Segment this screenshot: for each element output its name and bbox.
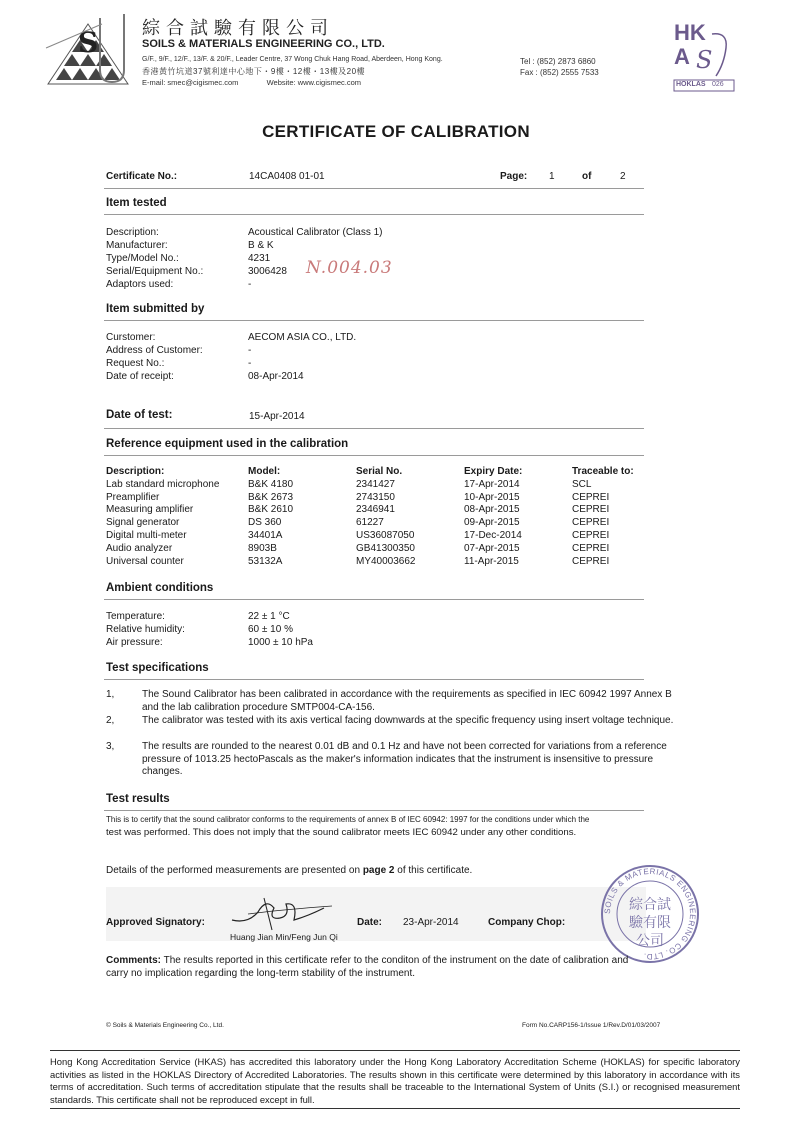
table-cell: B&K 2673 [248,491,294,503]
company-contact [142,78,361,87]
item-row [106,278,383,291]
table-cell: 11-Apr-2015 [464,555,519,567]
table-cell: CEPREI [572,529,610,541]
stamp-ring-text: SOILS & MATERIALS ENGINEERING CO. LTD. [602,866,698,962]
comments-text-2: carry no implication regarding the long-term stability of the instrument. [106,968,416,979]
submitted-row [106,357,356,370]
ambient-list [106,610,313,649]
item-key: Manufacturer: [106,240,168,251]
table-cell: 08-Apr-2015 [464,504,520,516]
item-key: Description: [106,227,159,238]
date-label: Date: [357,917,383,928]
divider [104,214,644,215]
table-cell: 17-Apr-2014 [464,478,520,490]
table-header-row [106,466,652,479]
company-email: E-mail: smec@cigismec.com [142,78,239,87]
ambient-key: Air pressure: [106,637,163,648]
company-address-chinese: 香港黃竹坑道37號利達中心地下・9樓・12樓・13樓及20樓 [142,67,366,76]
date-of-test-label: Date of test: [106,409,173,421]
spec-line: changes. [142,766,183,777]
item-row [106,239,383,252]
column-header: Description: [106,466,165,477]
table-cell: 17-Dec-2014 [464,529,522,541]
spec-item [106,741,702,779]
company-website: Website: www.cigismec.com [266,78,362,87]
divider [104,320,644,321]
table-row [106,530,652,543]
divider [104,428,644,429]
svg-text:S: S [78,26,99,59]
item-key: Serial/Equipment No.: [106,266,204,277]
table-cell: 09-Apr-2015 [464,517,520,529]
hkas-code: 026 [712,81,724,88]
specifications-heading: Test specifications [106,662,209,674]
table-cell: GB41300350 [356,542,415,554]
ambient-key: Relative humidity: [106,624,185,635]
submitted-value: - [248,358,252,369]
ambient-row [106,623,313,636]
table-cell: MY40003662 [356,555,416,567]
table-cell: SCL [572,478,592,490]
spec-line: and the lab calibration procedure SMTP004-CA-156. [142,701,375,713]
ambient-heading: Ambient conditions [106,582,214,594]
table-cell: CEPREI [572,504,610,516]
table-cell: 2341427 [356,478,395,490]
table-cell: 8903B [248,542,277,554]
table-row [106,556,652,569]
spec-line: The calibrator was tested with its axis vertical facing downwards at the specific frequency using insert voltage technique. [142,715,674,726]
item-value: Acoustical Calibrator (Class 1) [248,227,383,238]
submitted-key: Address of Customer: [106,345,203,356]
certificate-no-value: 14CA0408 01-01 [249,171,325,182]
submitted-key: Date of receipt: [106,371,174,382]
table-cell: US36087050 [356,529,415,541]
page-of-label: of [582,171,592,182]
ambient-value: 1000 ± 10 hPa [248,637,313,648]
results-line: This is to certify that the sound calibrator conforms to the requirements of annex B of IEC 60942: 1997 for the conditions under which the [106,815,590,824]
table-cell: 2346941 [356,504,395,516]
stamp-inner-text: 綜合試驗有限公司 [629,897,671,949]
spec-line: The results are rounded to the nearest 0.01 dB and 0.1 Hz and have not been corrected for variations from a reference [142,741,667,752]
item-value: B & K [248,240,274,251]
reference-heading: Reference equipment used in the calibration [106,438,349,450]
comments-line [106,955,628,966]
submitted-value: AECOM ASIA CO., LTD. [248,332,357,343]
table-cell: CEPREI [572,542,610,554]
item-key: Adaptors used: [106,279,174,290]
table-cell: Digital multi-meter [106,529,187,541]
table-cell: 34401A [248,529,283,541]
item-submitted-list [106,331,356,383]
divider [104,679,644,680]
column-header: Traceable to: [572,466,634,477]
table-cell: DS 360 [248,517,282,529]
table-row [106,479,652,492]
submitted-row [106,331,356,344]
signature-image [228,890,338,934]
table-row [106,504,652,517]
comments-label: Comments: [106,955,162,966]
divider [104,810,644,811]
company-chop-label: Company Chop: [488,917,566,928]
table-cell: B&K 4180 [248,478,294,490]
document-title: CERTIFICATE OF CALIBRATION [262,122,530,141]
item-row [106,226,383,239]
spec-item [106,689,702,714]
submitted-value: 08-Apr-2014 [248,371,304,382]
details-text: of this certificate. [394,865,473,876]
column-header: Expiry Date: [464,466,523,477]
footer-rule [50,1108,740,1109]
column-header: Serial No. [356,466,403,477]
company-name-english: SOILS & MATERIALS ENGINEERING CO., LTD. [142,38,385,50]
details-page-ref: page 2 [362,865,395,876]
submitted-row [106,344,356,357]
table-cell: 2743150 [356,491,395,503]
column-header: Model: [248,466,281,477]
company-address: G/F., 9/F., 12/F., 13/F. & 20/F., Leader Centre, 37 Wong Chuk Hang Road, Aberdeen, Hong Kong. [142,56,443,63]
table-row [106,543,652,556]
details-text: Details of the performed measurements are presented on [106,865,363,876]
table-cell: 61227 [356,517,384,529]
reference-table [106,466,652,568]
spec-number: 1, [106,689,115,700]
company-stamp [598,862,702,966]
submitted-row [106,370,356,383]
submitted-key: Request No.: [106,358,165,369]
table-cell: 10-Apr-2015 [464,491,520,503]
table-cell: CEPREI [572,517,610,529]
table-cell: CEPREI [572,491,610,503]
divider [104,188,644,189]
company-tel: Tel : (852) 2873 6860 [520,57,596,66]
page-number: 1 [549,171,555,182]
hoklas-label: HOKLAS [676,81,706,88]
date-of-test-value: 15-Apr-2014 [249,411,305,422]
hkas-accreditation-note: Hong Kong Accreditation Service (HKAS) has accredited this laboratory under the Hong Kong Laboratory Accreditation Scheme (HOKLAS) for specific laboratory activities as listed in the HOKLAS Directory of Accredited Laboratories. The results shown in this certificate were determined by this laboratory in accordance with its terms of accreditation. Such terms of accreditation stipulate that the results shall be traceable to the International System of Units (S.I.) or recognised measurement standards. This certificate shall not be reproduced except in full. [50,1050,740,1106]
item-value: - [248,279,252,290]
table-cell: Audio analyzer [106,542,173,554]
handwritten-equipment-note: N.004.03 [306,258,393,278]
certificate-no-label: Certificate No.: [106,171,178,182]
approved-signatory-label: Approved Signatory: [106,917,205,928]
company-phone-block [520,56,599,78]
item-tested-heading: Item tested [106,197,167,209]
company-logo [42,10,134,88]
signatory-name: Huang Jian Min/Feng Jun Qi [230,932,338,942]
table-cell: CEPREI [572,555,610,567]
comments-text: The results reported in this certificate refer to the conditon of the instrument on the date of calibration and [161,955,629,966]
table-row [106,492,652,505]
svg-text:S: S [696,46,713,74]
table-cell: Preamplifier [106,491,160,503]
submitted-key: Curstomer: [106,332,156,343]
item-value: 4231 [248,253,271,264]
page-total: 2 [620,171,626,182]
ambient-row [106,610,313,623]
spec-number: 3, [106,741,115,752]
spec-line: pressure of 1013.25 hectoPascals as the maker's information indicates that the instrument is insensitive to pressure [142,753,654,765]
page-label: Page: [500,171,528,182]
divider [104,599,644,600]
svg-text:A: A [674,44,690,69]
hkas-logo [672,14,738,94]
company-name-chinese: 綜合試驗有限公司 [142,18,334,39]
item-value: 3006428 [248,266,287,277]
table-cell: 53132A [248,555,283,567]
table-cell: Signal generator [106,517,180,529]
spec-line: The Sound Calibrator has been calibrated in accordance with the requirements as specified in IEC 60942 1997 Annex B [142,689,672,700]
table-cell: Lab standard microphone [106,478,220,490]
results-line: test was performed. This does not imply that the sound calibrator meets IEC 60942 under any other conditions. [106,827,577,838]
date-value: 23-Apr-2014 [403,917,459,928]
spec-item [106,715,702,728]
divider [104,455,644,456]
ambient-value: 22 ± 1 °C [248,611,290,622]
ambient-row [106,636,313,649]
table-cell: Universal counter [106,555,184,567]
signatory-band [106,887,646,941]
svg-text:HK: HK [674,20,706,45]
item-submitted-heading: Item submitted by [106,303,205,315]
ambient-value: 60 ± 10 % [248,624,293,635]
item-key: Type/Model No.: [106,253,179,264]
copyright-notice: © Soils & Materials Engineering Co., Ltd. [106,1022,224,1029]
ambient-key: Temperature: [106,611,165,622]
spec-number: 2, [106,715,115,726]
form-number: Form No.CARP156-1/Issue 1/Rev.D/01/03/2007 [522,1022,661,1029]
submitted-value: - [248,345,252,356]
details-note [106,865,472,876]
table-row [106,517,652,530]
table-cell: B&K 2610 [248,504,294,516]
table-cell: Measuring amplifier [106,504,194,516]
table-cell: 07-Apr-2015 [464,542,520,554]
results-heading: Test results [106,793,170,805]
company-fax: Fax : (852) 2555 7533 [520,68,599,77]
